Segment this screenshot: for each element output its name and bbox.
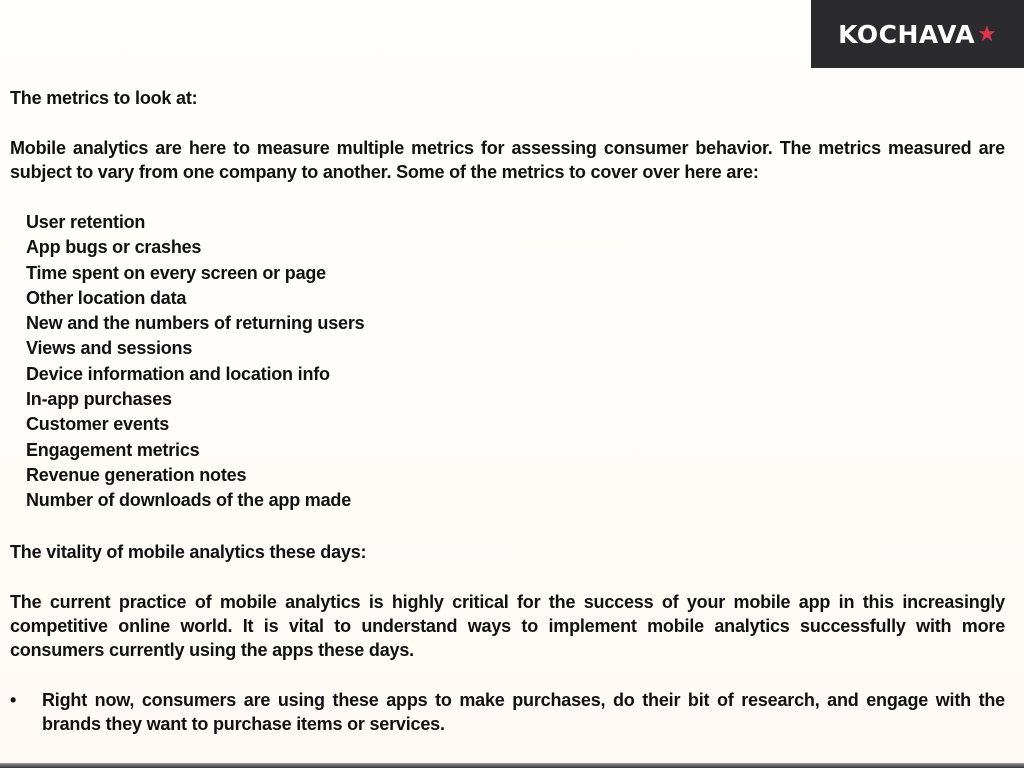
list-item: App bugs or crashes	[26, 237, 202, 258]
logo-text: KOCHAVA	[838, 19, 976, 49]
list-item: In-app purchases	[26, 389, 172, 410]
bullet-item	[10, 688, 1005, 736]
metrics-heading: The metrics to look at:	[10, 88, 198, 108]
kochava-logo	[811, 0, 1024, 68]
list-item: New and the numbers of returning users	[26, 313, 365, 334]
vitality-heading: The vitality of mobile analytics these days:	[10, 541, 367, 562]
list-item: Number of downloads of the app made	[26, 490, 352, 511]
list-item: Device information and location info	[26, 363, 330, 384]
list-item: Engagement metrics	[26, 439, 200, 460]
star-icon: ★	[977, 21, 997, 46]
metrics-list	[26, 210, 1005, 514]
footer-divider	[0, 763, 1024, 768]
list-item: User retention	[26, 212, 146, 232]
document-body	[10, 86, 1005, 736]
list-item: Other location data	[26, 287, 187, 308]
vitality-text: The current practice of mobile analytics is highly critical for the success of your mobile app in this increasingly competitive online world. It is vital to understand ways to implement mobile analytics successfully with more consumers currently using the apps these days.	[10, 591, 1005, 660]
list-item: Time spent on every screen or page	[26, 262, 326, 283]
bullet-dot-icon: •	[10, 689, 17, 710]
bullet-text: Right now, consumers are using these apps to make purchases, do their bit of research, and engage with the brands they want to purchase items or services.	[42, 689, 1005, 734]
list-item: Revenue generation notes	[26, 464, 247, 485]
list-item: Views and sessions	[26, 338, 193, 359]
metrics-intro: Mobile analytics are here to measure multiple metrics for assessing consumer behavior. The metrics measured are subject to vary from one company to another. Some of the metrics to cover over here are:	[10, 138, 1005, 182]
list-item: Customer events	[26, 414, 170, 435]
